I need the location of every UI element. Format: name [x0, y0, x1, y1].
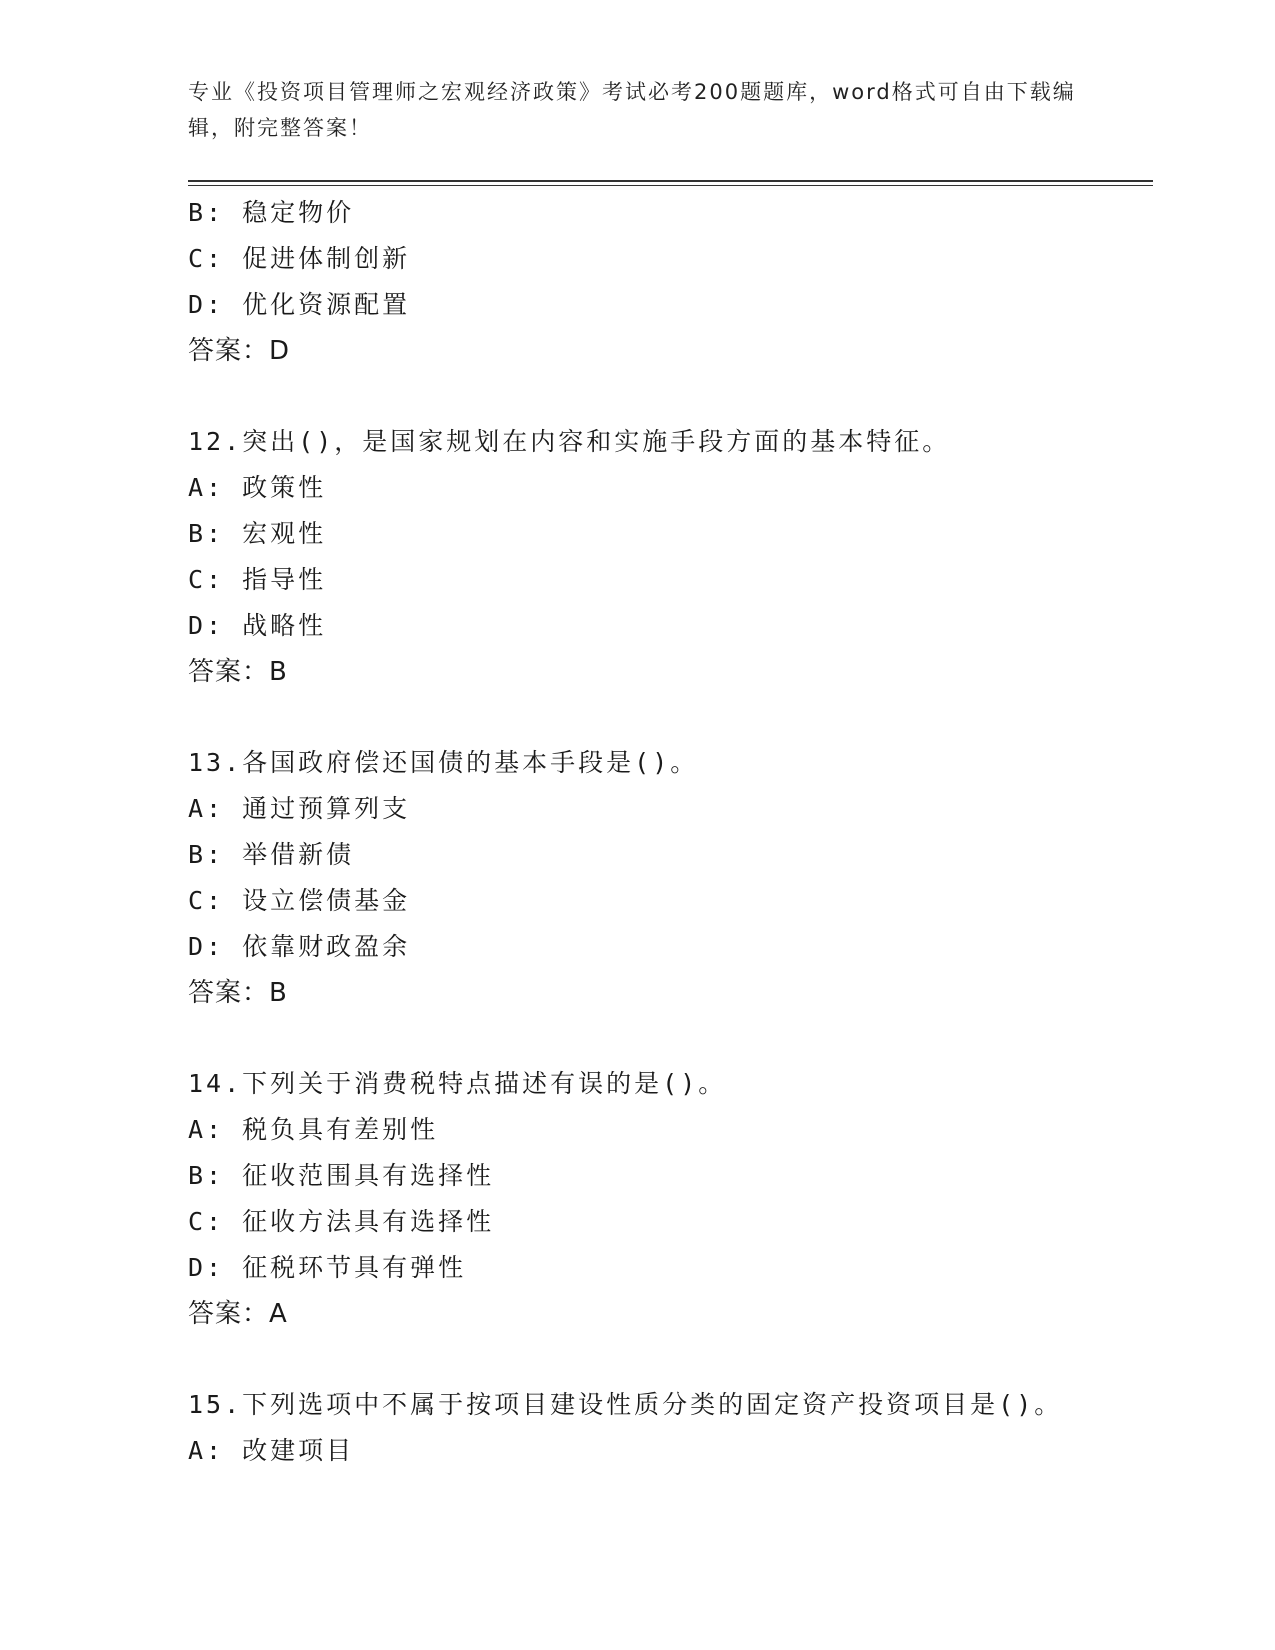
option-c: C: 征收方法具有选择性 — [188, 1207, 495, 1236]
option-c: C: 指导性 — [188, 565, 327, 594]
option-a: A: 通过预算列支 — [188, 794, 411, 823]
answer-line: 答案：B — [188, 657, 288, 687]
option-b: B: 征收范围具有选择性 — [188, 1161, 495, 1190]
document-header: 专业《投资项目管理师之宏观经济政策》考试必考200题题库，word格式可自由下载编辑，附完整答案！ — [188, 80, 1076, 140]
header-divider-thick — [188, 180, 1153, 182]
option-d: D: 战略性 — [188, 611, 327, 640]
question-list — [188, 190, 1168, 1474]
option-a: A: 改建项目 — [188, 1436, 355, 1465]
option-b: B: 稳定物价 — [188, 198, 355, 227]
option-a: A: 政策性 — [188, 473, 327, 502]
question-stem: 13.各国政府偿还国债的基本手段是()。 — [188, 748, 699, 777]
option-c: C: 促进体制创新 — [188, 244, 411, 273]
question-stem: 12.突出()，是国家规划在内容和实施手段方面的基本特征。 — [188, 427, 951, 456]
answer-line: 答案：B — [188, 978, 288, 1008]
option-a: A: 税负具有差别性 — [188, 1115, 439, 1144]
answer-line: 答案：A — [188, 1299, 288, 1329]
option-b: B: 举借新债 — [188, 840, 355, 869]
option-d: D: 优化资源配置 — [188, 290, 411, 319]
header-divider-thin — [188, 185, 1153, 186]
question-stem: 15.下列选项中不属于按项目建设性质分类的固定资产投资项目是()。 — [188, 1390, 1063, 1419]
option-c: C: 设立偿债基金 — [188, 886, 411, 915]
answer-line: 答案：D — [188, 336, 291, 366]
option-d: D: 征税环节具有弹性 — [188, 1253, 467, 1282]
question-stem: 14.下列关于消费税特点描述有误的是()。 — [188, 1069, 727, 1098]
option-b: B: 宏观性 — [188, 519, 327, 548]
option-d: D: 依靠财政盈余 — [188, 932, 411, 961]
